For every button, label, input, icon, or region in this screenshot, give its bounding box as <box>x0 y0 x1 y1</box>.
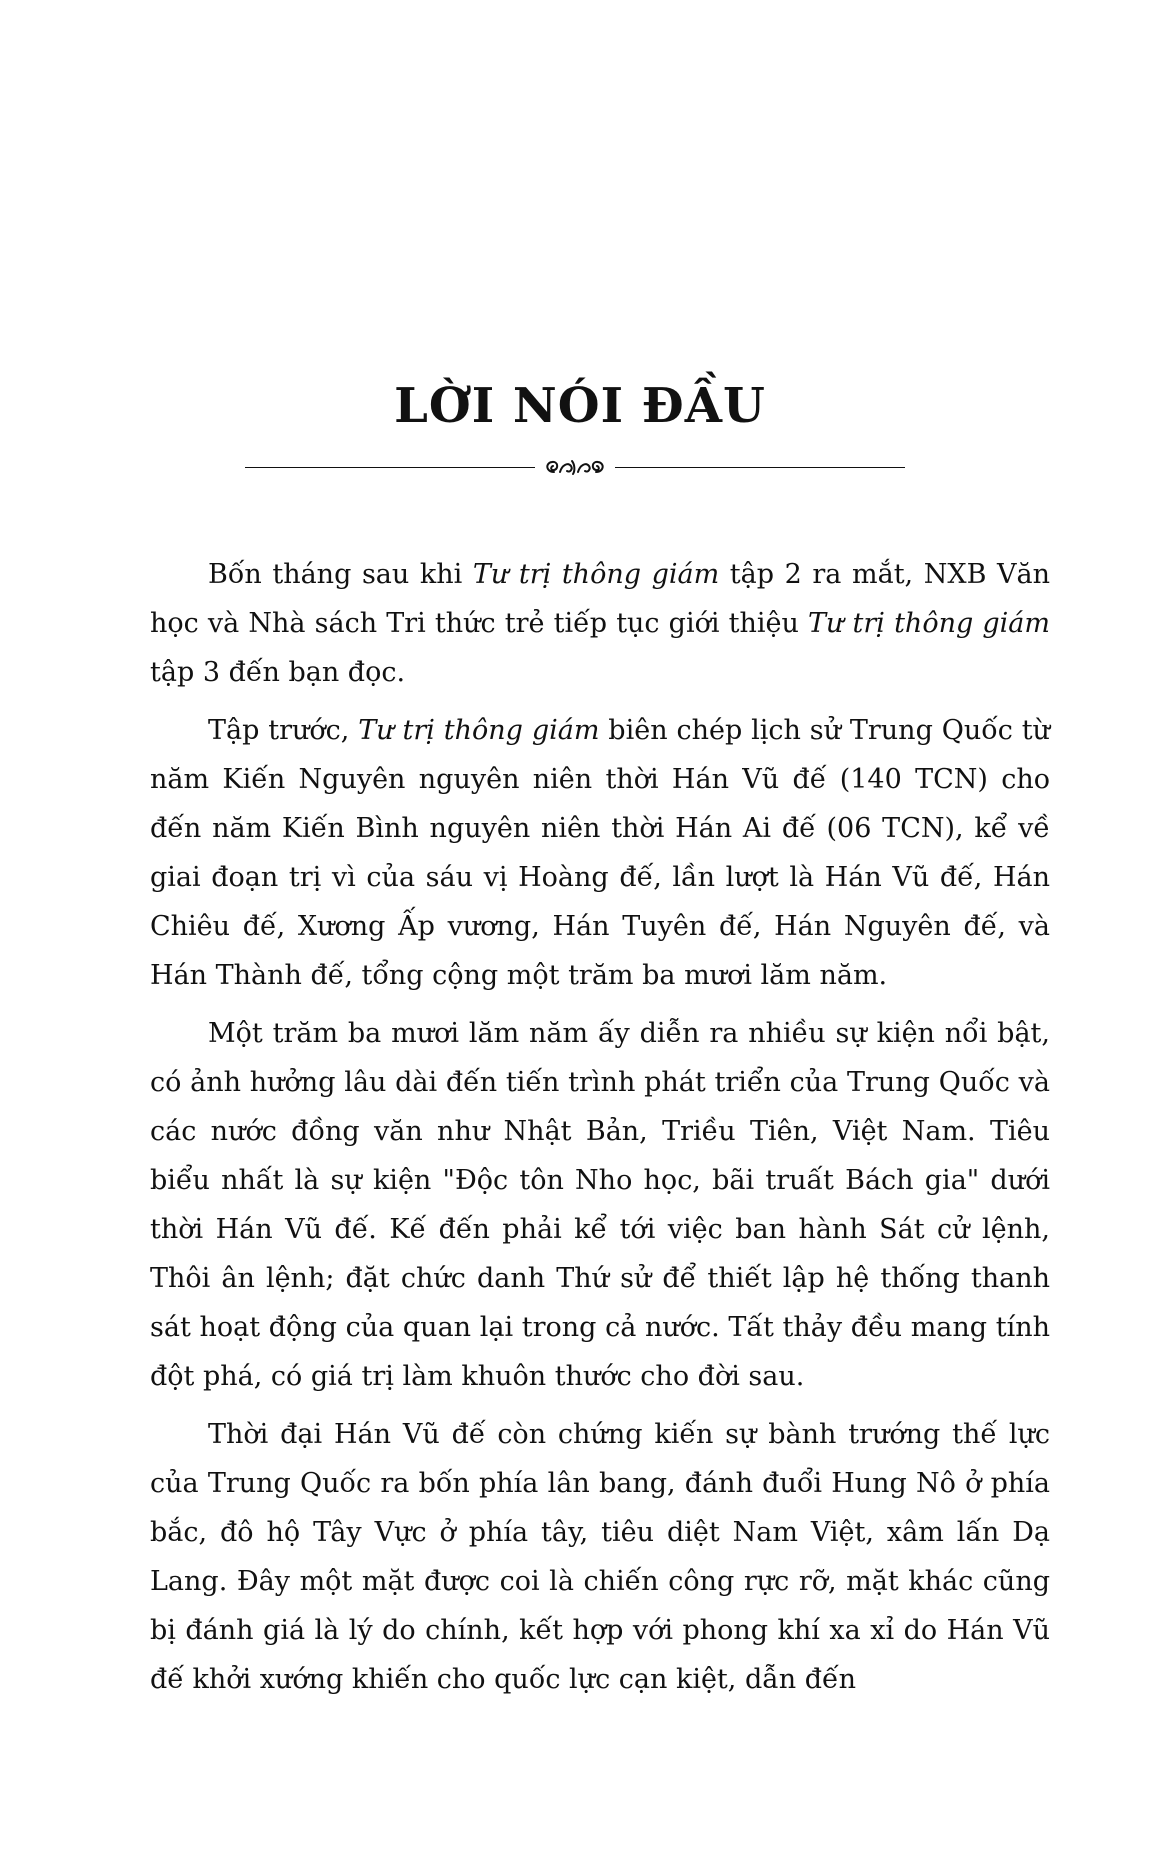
divider-rule-left <box>245 467 535 468</box>
divider-rule-right <box>615 467 905 468</box>
paragraph <box>150 550 1050 697</box>
page-title: LỜI NÓI ĐẦU <box>394 378 766 434</box>
body-text <box>150 550 1050 1713</box>
book-title-italic: Tư trị thông giám <box>472 559 720 590</box>
paragraph <box>150 706 1050 1000</box>
text-segment: Một trăm ba mươi lăm năm ấy diễn ra nhiều sự kiện nổi bật, có ảnh hưởng lâu dài đến tiến trình phát triển của Trung Quốc và các nước đồng văn như Nhật Bản, Triều Tiên, Việt Nam. Tiêu biểu nhất là sự kiện "Độc tôn Nho học, bãi truất Bách gia" dưới thời Hán Vũ đế. Kế đến phải kể tới việc ban hành Sát cử lệnh, Thôi ân lệnh; đặt chức danh Thứ sử để thiết lập hệ thống thanh sát hoạt động của quan lại trong cả nước. Tất thảy đều mang tính đột phá, có giá trị làm khuôn thước cho đời sau. <box>150 1018 1050 1392</box>
scroll-ornament-icon <box>535 454 615 480</box>
text-segment: Tập trước, <box>208 715 359 746</box>
text-segment: tập 2 ra mắt, NXB Văn học và Nhà sách Tri thức trẻ tiếp tục giới thiệu <box>150 559 1050 639</box>
paragraph <box>150 1009 1050 1401</box>
text-segment: Thời đại Hán Vũ đế còn chứng kiến sự bành trướng thế lực của Trung Quốc ra bốn phía lân bang, đánh đuổi Hung Nô ở phía bắc, đô hộ Tây Vực ở phía tây, tiêu diệt Nam Việt, xâm lấn Dạ Lang. Đây một mặt được coi là chiến công rực rỡ, mặt khác cũng bị đánh giá là lý do chính, kết hợp với phong khí xa xỉ do Hán Vũ đế khởi xướng khiến cho quốc lực cạn kiệt, dẫn đến <box>150 1419 1050 1695</box>
book-title-italic: Tư trị thông giám <box>808 608 1050 639</box>
text-segment: Bốn tháng sau khi <box>208 559 473 590</box>
title-divider <box>245 452 905 482</box>
book-title-italic: Tư trị thông giám <box>358 715 600 746</box>
text-segment: biên chép lịch sử Trung Quốc từ năm Kiến Nguyên nguyên niên thời Hán Vũ đế (140 TCN) cho đến năm Kiến Bình nguyên niên thời Hán Ai đế (06 TCN), kể về giai đoạn trị vì của sáu vị Hoàng đế, lần lượt là Hán Vũ đế, Hán Chiêu đế, Xương Ấp vương, Hán Tuyên đế, Hán Nguyên đế, và Hán Thành đế, tổng cộng một trăm ba mươi lăm năm. <box>150 715 1050 991</box>
paragraph <box>150 1410 1050 1704</box>
text-segment: tập 3 đến bạn đọc. <box>150 657 406 688</box>
